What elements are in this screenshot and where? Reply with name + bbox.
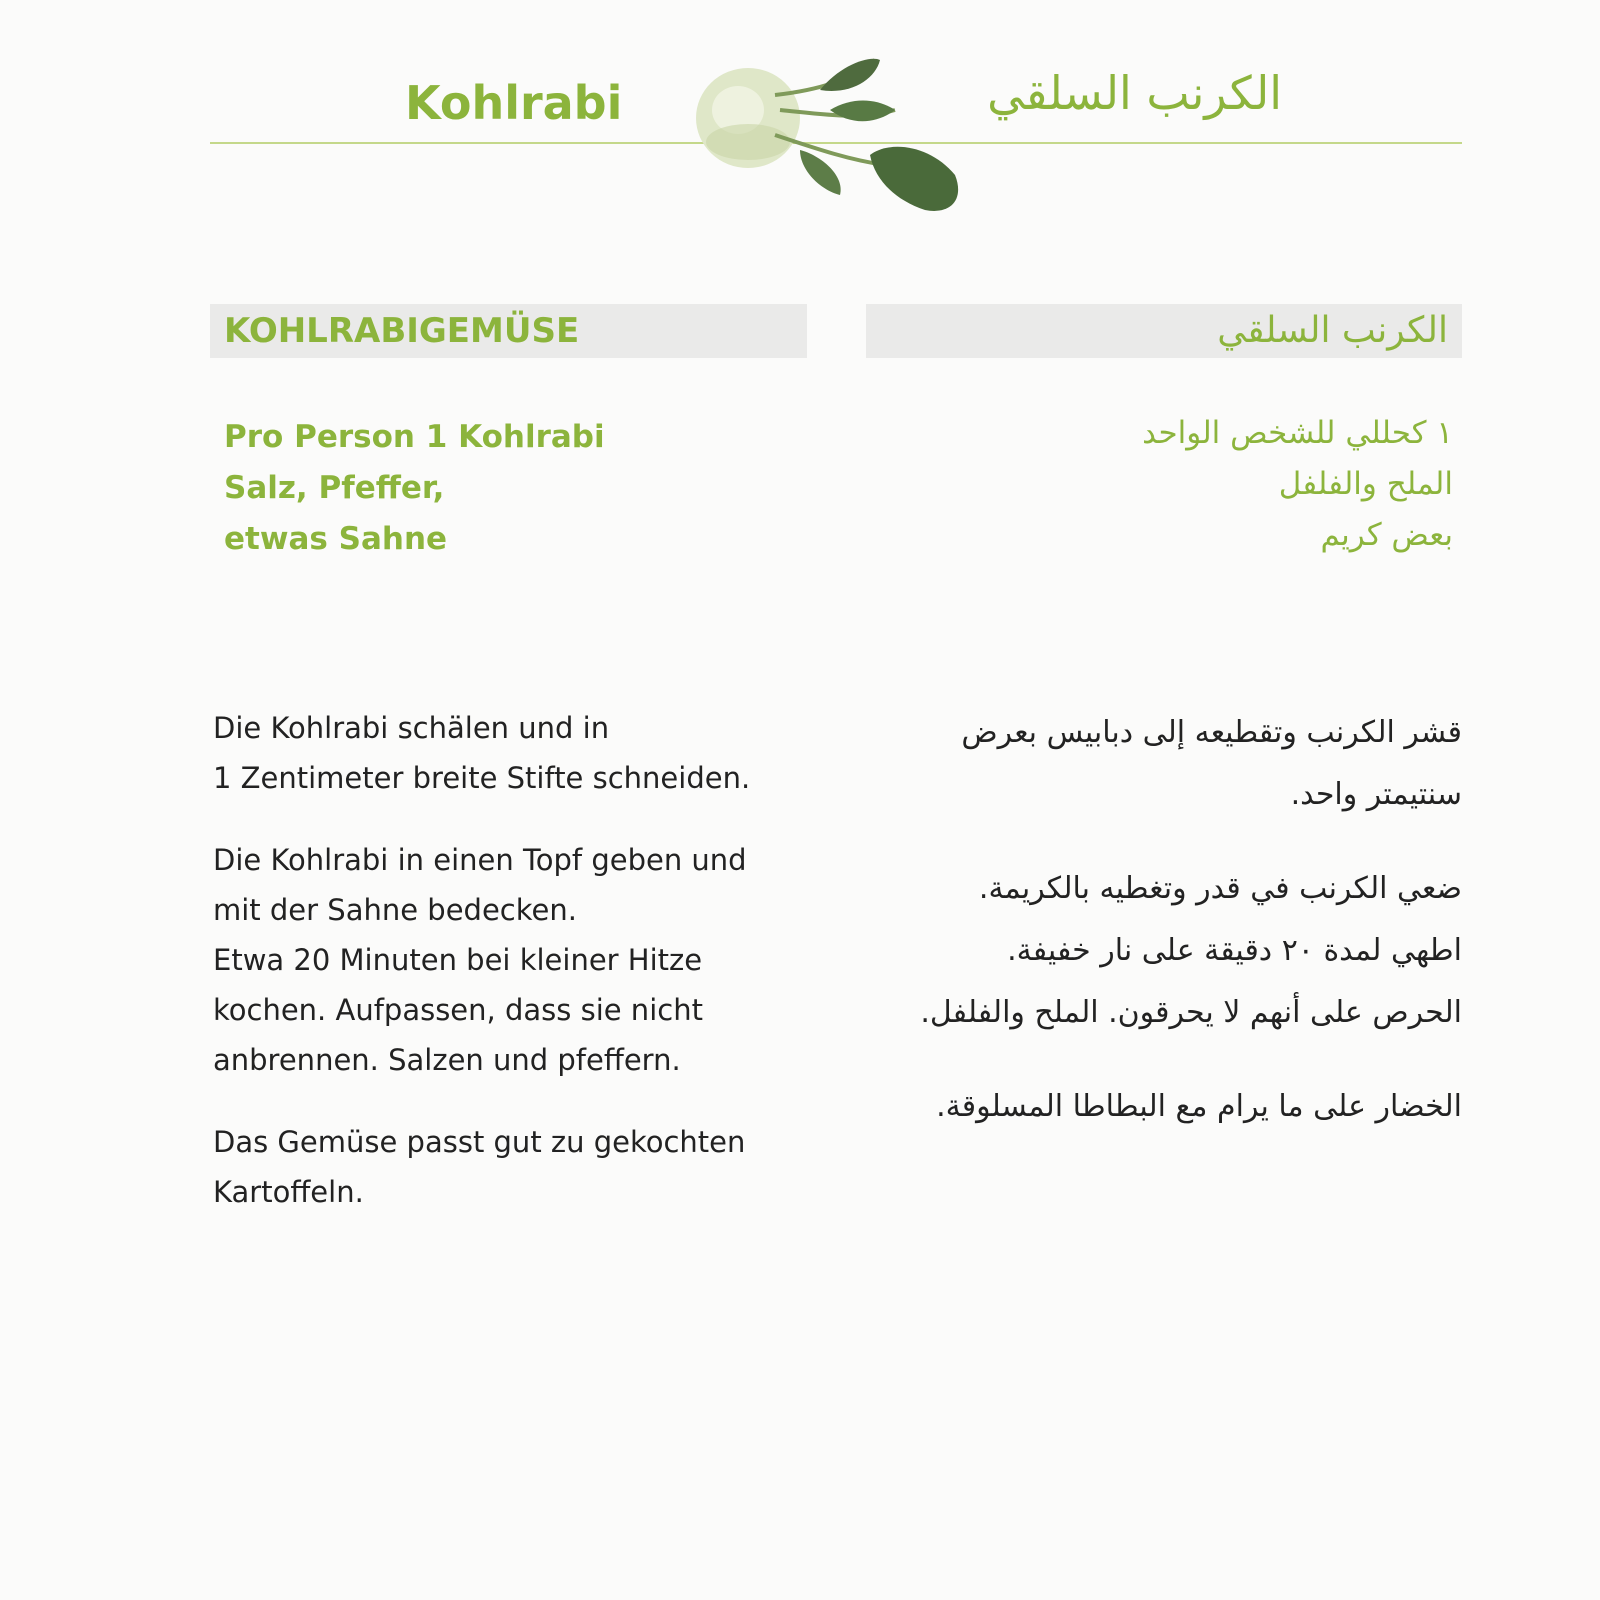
instruction-line: Das Gemüse passt gut zu gekochten — [213, 1125, 746, 1159]
instructions-arabic — [862, 702, 1462, 1170]
instruction-line: اطهي لمدة ٢٠ دقيقة على نار خفيفة. — [1007, 933, 1462, 968]
page-title-german: Kohlrabi — [405, 76, 623, 130]
instruction-line: قشر الكرنب وتقطيعه إلى دبابيس بعرض — [961, 715, 1462, 750]
ingredients-arabic — [1142, 408, 1453, 561]
instruction-line: الحرص على أنهم لا يحرقون. الملح والفلفل. — [920, 995, 1462, 1030]
instruction-line: Die Kohlrabi schälen und in — [213, 711, 610, 745]
recipe-heading-german: KOHLRABIGEMÜSE — [224, 311, 580, 351]
instruction-line: kochen. Aufpassen, dass sie nicht — [213, 993, 703, 1027]
kohlrabi-illustration — [680, 50, 990, 230]
recipe-heading-band-german — [210, 304, 807, 358]
ingredients-german — [224, 412, 605, 565]
instruction-line: 1 Zentimeter breite Stifte schneiden. — [213, 761, 751, 795]
instructions-german — [213, 703, 813, 1249]
instruction-line: ضعي الكرنب في قدر وتغطيه بالكريمة. — [978, 871, 1462, 906]
ingredient-line: Salz, Pfeffer, — [224, 470, 445, 506]
instruction-paragraph — [213, 835, 813, 1085]
ingredient-line: etwas Sahne — [224, 521, 448, 557]
instruction-line: anbrennen. Salzen und pfeffern. — [213, 1043, 681, 1077]
recipe-heading-band-arabic — [866, 304, 1462, 358]
instruction-line: Die Kohlrabi in einen Topf geben und — [213, 843, 747, 877]
instruction-line: الخضار على ما يرام مع البطاطا المسلوقة. — [936, 1089, 1462, 1124]
ingredient-line: ١ كحللي للشخص الواحد — [1142, 415, 1453, 451]
ingredient-line: الملح والفلفل — [1278, 466, 1453, 502]
instruction-paragraph — [862, 702, 1462, 826]
instruction-paragraph — [862, 858, 1462, 1044]
instruction-line: Kartoffeln. — [213, 1175, 364, 1209]
instruction-line: سنتيمتر واحد. — [1290, 777, 1462, 812]
leaf-icon — [800, 150, 841, 195]
leaf-icon — [870, 147, 958, 211]
instruction-line: Etwa 20 Minuten bei kleiner Hitze — [213, 943, 703, 977]
ingredient-line: Pro Person 1 Kohlrabi — [224, 419, 605, 455]
instruction-paragraph — [862, 1076, 1462, 1138]
page-title-arabic: الكرنب السلقي — [987, 66, 1282, 120]
instruction-line: mit der Sahne bedecken. — [213, 893, 577, 927]
instruction-paragraph — [213, 703, 813, 803]
recipe-heading-arabic: الكرنب السلقي — [1217, 310, 1448, 351]
leaf-icon — [820, 59, 880, 91]
ingredient-line: بعض كريم — [1320, 517, 1453, 553]
instruction-paragraph — [213, 1117, 813, 1217]
leaf-icon — [830, 101, 895, 122]
